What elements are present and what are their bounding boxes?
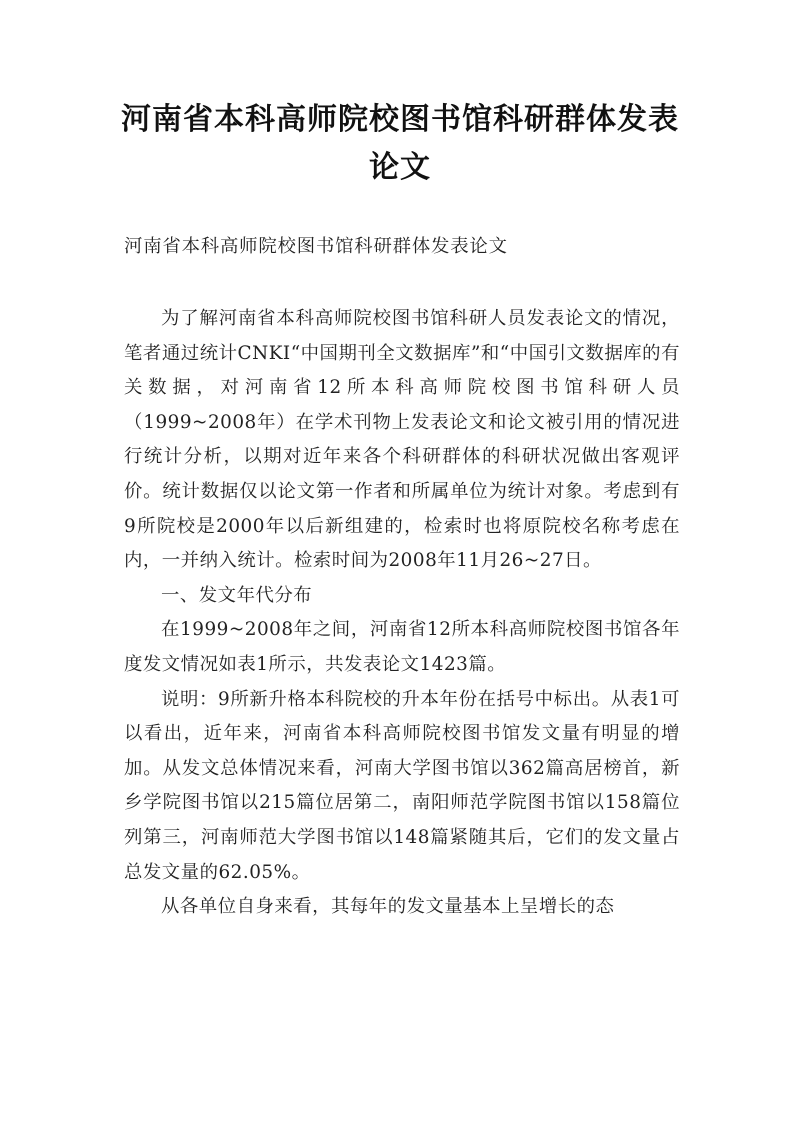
document-title: 河南省本科高师院校图书馆科研群体发表论文: [121, 102, 679, 185]
paragraph-intro: 为了解河南省本科高师院校图书馆科研人员发表论文的情况，笔者通过统计CNKI“中国期刊全文数据库”和“中国引文数据库的有关数据，对河南省12所本科高师院校图书馆科研人员（1999~2008年）在学术刊物上发表论文和论文被引用的情况进行统计分析，以期对近年来各个科研群体的科研状况做出客观评价。统计数据仅以论文第一作者和所属单位为统计对象。考虑到有9所院校是2000年以后新组建的，检索时也将原院校名称考虑在内，一并纳入统计。检索时间为2008年11月26~27日。: [124, 308, 680, 572]
paragraph-publication-count: 在1999~2008年之间，河南省12所本科高师院校图书馆各年度发文情况如表1所示，共发表论文1423篇。: [124, 619, 680, 675]
paragraph-explanation: 说明：9所新升格本科院校的升本年份在括号中标出。从表1可以看出，近年来，河南省本科高师院校图书馆发文量有明显的增加。从发文总体情况来看，河南大学图书馆以362篇高居榜首，新乡学院图书馆以215篇位居第二，南阳师范学院图书馆以158篇位列第三，河南师范大学图书馆以148篇紧随其后，它们的发文量占总发文量的62.05%。: [124, 688, 680, 883]
paragraph-trend: 从各单位自身来看，其每年的发文量基本上呈增长的态: [161, 896, 615, 918]
document-subtitle: 河南省本科高师院校图书馆科研群体发表论文: [124, 236, 508, 257]
section-heading-publication-years: 一、发文年代分布: [161, 584, 313, 606]
document-body: [124, 302, 680, 925]
